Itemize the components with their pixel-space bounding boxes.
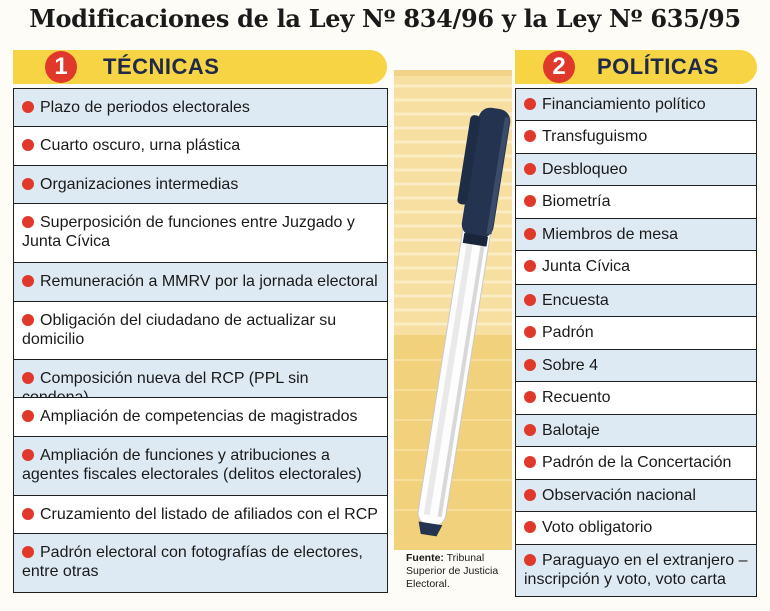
list-item xyxy=(515,186,757,219)
politicas-list xyxy=(515,88,757,597)
tecnicas-list xyxy=(13,88,388,593)
source-label: Fuente: xyxy=(406,552,444,564)
section-number-badge: 1 xyxy=(45,51,77,83)
list-item xyxy=(13,127,388,166)
source-text: Tribunal Superior de Justicia Electoral. xyxy=(406,552,499,590)
list-item-text: Padrón xyxy=(542,324,594,341)
list-item-text: Observación nacional xyxy=(542,487,696,504)
bullet-dot-icon xyxy=(524,195,536,207)
list-item-text: Transfuguismo xyxy=(542,128,648,145)
source-credit xyxy=(406,552,514,591)
bullet-dot-icon xyxy=(524,294,536,306)
bullet-dot-icon xyxy=(524,359,536,371)
list-item xyxy=(515,285,757,317)
list-item xyxy=(13,166,388,204)
list-item-text: Padrón de la Concertación xyxy=(542,454,732,471)
list-item-text: Composición nueva del RCP (PPL sin xyxy=(40,370,309,387)
list-item-text: Desbloqueo xyxy=(542,161,628,178)
list-item xyxy=(515,89,757,121)
bullet-dot-icon xyxy=(524,489,536,501)
list-item xyxy=(515,447,757,480)
bullet-dot-icon xyxy=(22,216,34,228)
list-item xyxy=(515,415,757,447)
list-item-text: Balotaje xyxy=(542,422,600,439)
list-item-text: Remuneración a MMRV por la jornada electoral xyxy=(40,273,378,290)
section-label: POLÍTICAS xyxy=(597,54,719,79)
bullet-dot-icon xyxy=(524,163,536,175)
bullet-dot-icon xyxy=(22,314,34,326)
list-item xyxy=(515,219,757,251)
bullet-dot-icon xyxy=(524,424,536,436)
page-title: Modificaciones de la Ley Nº 834/96 y la Ley Nº 635/95 xyxy=(29,4,741,33)
list-item xyxy=(515,350,757,382)
bullet-dot-icon xyxy=(524,260,536,272)
list-item xyxy=(13,89,388,127)
list-item-text: Biometría xyxy=(542,193,611,210)
list-item-text: Obligación del ciudadano de actualizar su domicilio xyxy=(22,312,337,348)
section-number-badge: 2 xyxy=(543,51,575,83)
bullet-dot-icon xyxy=(524,228,536,240)
list-item-text: Encuesta xyxy=(542,292,609,309)
list-item-text: Miembros de mesa xyxy=(542,226,679,243)
bullet-dot-icon xyxy=(22,178,34,190)
list-item xyxy=(515,317,757,350)
bullet-dot-icon xyxy=(524,391,536,403)
list-item-text: Superposición de funciones entre Juzgado y Junta Cívica xyxy=(22,214,355,250)
list-item-text: Padrón electoral con fotografías de electores, entre otras xyxy=(22,544,363,580)
list-item xyxy=(515,480,757,512)
notebook-illustration xyxy=(388,40,515,550)
list-item xyxy=(515,382,757,415)
list-item xyxy=(515,251,757,285)
bullet-dot-icon xyxy=(22,410,34,422)
list-item xyxy=(13,398,388,437)
bullet-dot-icon xyxy=(524,130,536,142)
list-item-text: Sobre 4 xyxy=(542,357,599,374)
section-label: TÉCNICAS xyxy=(103,54,220,79)
list-item-text: Organizaciones intermedias xyxy=(40,176,239,193)
list-item xyxy=(515,512,757,545)
bullet-dot-icon xyxy=(22,139,34,151)
center-illustration xyxy=(388,40,515,550)
bullet-dot-icon xyxy=(524,521,536,533)
bullet-dot-icon xyxy=(22,275,34,287)
list-item xyxy=(515,545,757,597)
list-item xyxy=(13,360,388,398)
bullet-dot-icon xyxy=(524,326,536,338)
list-item-text: Voto obligatorio xyxy=(542,519,653,536)
section-header-politicas xyxy=(515,50,757,84)
bullet-dot-icon xyxy=(22,546,34,558)
list-item-text: Ampliación de competencias de magistrados xyxy=(40,408,358,425)
list-item xyxy=(13,263,388,302)
bullet-dot-icon xyxy=(524,456,536,468)
list-item-text: Financiamiento político xyxy=(542,96,706,113)
list-item xyxy=(515,121,757,154)
list-item-text: Recuento xyxy=(542,389,611,406)
bullet-dot-icon xyxy=(524,554,536,566)
bullet-dot-icon xyxy=(524,98,536,110)
bullet-dot-icon xyxy=(22,372,34,384)
bullet-dot-icon xyxy=(22,508,34,520)
list-item-text: Paraguayo en el extranjero – inscripción y voto, voto carta xyxy=(524,552,748,588)
list-item xyxy=(13,534,388,593)
list-item-text: Cuarto oscuro, urna plástica xyxy=(40,137,241,154)
section-header-tecnicas xyxy=(13,50,387,84)
list-item-text: Plazo de periodos electorales xyxy=(40,99,250,116)
list-item xyxy=(13,302,388,360)
list-item xyxy=(13,496,388,534)
list-item-text: Cruzamiento del listado de afiliados con el RCP xyxy=(40,506,378,523)
list-item-text: Junta Cívica xyxy=(542,258,631,275)
list-item-text: Ampliación de funciones y atribuciones a agentes fiscales electorales (delitos electorales) xyxy=(22,447,362,483)
bullet-dot-icon xyxy=(22,101,34,113)
list-item xyxy=(13,204,388,263)
bullet-dot-icon xyxy=(22,449,34,461)
list-item xyxy=(13,437,388,496)
list-item xyxy=(515,154,757,186)
